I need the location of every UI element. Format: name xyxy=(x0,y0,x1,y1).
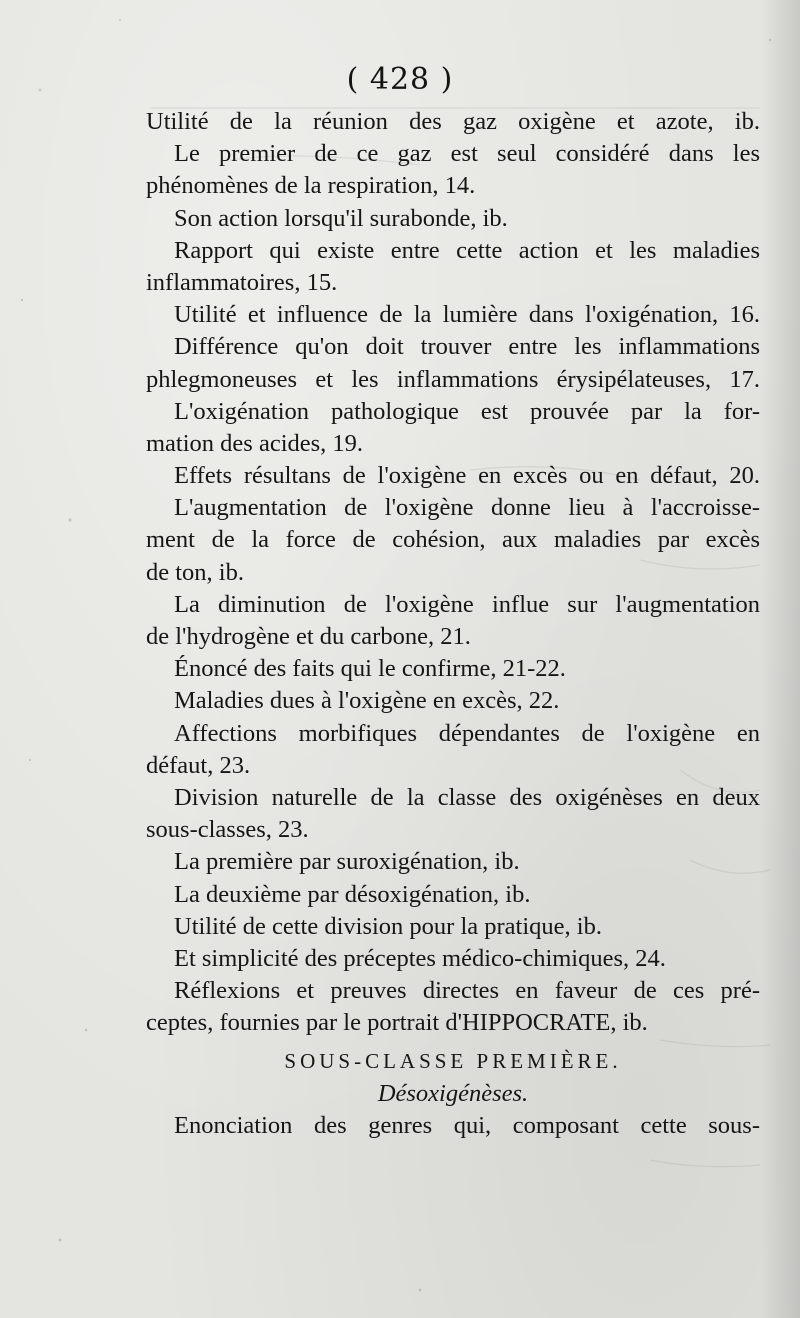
toc-line: ment de la force de cohésion, aux maladies par excès xyxy=(146,526,760,554)
toc-line: ceptes, fournies par le portrait d'HIPPOCRATE, ib. xyxy=(146,1009,648,1037)
toc-line: La diminution de l'oxigène influe sur l'augmentation xyxy=(174,590,760,618)
toc-line: Utilité et influence de la lumière dans l'oxigénation, 16. xyxy=(174,301,760,329)
toc-line: Et simplicité des préceptes médico-chimiques, 24. xyxy=(174,944,666,972)
toc-line: Division naturelle de la classe des oxigénèses en deux xyxy=(174,783,760,811)
toc-line: phlegmoneuses et les inflammations érysipélateuses, 17. xyxy=(146,365,760,393)
toc-line: Utilité de la réunion des gaz oxigène et azote, ib. xyxy=(146,108,760,135)
page-number: ( 428 ) xyxy=(346,62,454,97)
toc-line: inflammatoires, 15. xyxy=(146,268,338,296)
toc-line: Réflexions et preuves directes en faveur de ces pré- xyxy=(174,977,760,1005)
toc-line: mation des acides, 19. xyxy=(146,429,364,457)
toc-line: Effets résultans de l'oxigène en excès ou en défaut, 20. xyxy=(174,462,760,490)
toc-line: L'oxigénation pathologique est prouvée par la for- xyxy=(174,397,760,425)
toc-line: phénomènes de la respiration, 14. xyxy=(146,172,476,200)
page-edge-shadow xyxy=(760,0,800,1318)
toc-line: Maladies dues à l'oxigène en excès, 22. xyxy=(174,687,560,715)
table-of-contents-text xyxy=(146,106,760,1142)
toc-line: La première par suroxigénation, ib. xyxy=(174,848,520,876)
toc-line: de l'hydrogène et du carbone, 21. xyxy=(146,623,471,650)
toc-line: L'augmentation de l'oxigène donne lieu à l'accroisse- xyxy=(174,494,760,522)
toc-line: Utilité de cette division pour la pratique, ib. xyxy=(174,912,602,940)
toc-line: Son action lorsqu'il surabonde, ib. xyxy=(174,204,508,232)
toc-line: défaut, 23. xyxy=(146,751,251,779)
toc-line: Le premier de ce gaz est seul considéré dans les xyxy=(174,140,760,168)
section-heading: SOUS-CLASSE PREMIÈRE. xyxy=(284,1049,622,1074)
toc-line: Rapport qui existe entre cette action et les maladies xyxy=(174,236,760,264)
toc-line: de ton, ib. xyxy=(146,558,244,586)
toc-line: Énoncé des faits qui le confirme, 21-22. xyxy=(174,655,566,683)
toc-line: Affections morbifiques dépendantes de l'oxigène en xyxy=(174,719,760,747)
toc-line: sous-classes, 23. xyxy=(146,816,309,844)
toc-line: Différence qu'on doit trouver entre les inflammations xyxy=(174,333,760,361)
toc-line: La deuxième par désoxigénation, ib. xyxy=(174,880,531,908)
toc-line: Enonciation des genres qui, composant cette sous- xyxy=(174,1111,760,1139)
section-subheading: Désoxigénèses. xyxy=(377,1079,529,1107)
